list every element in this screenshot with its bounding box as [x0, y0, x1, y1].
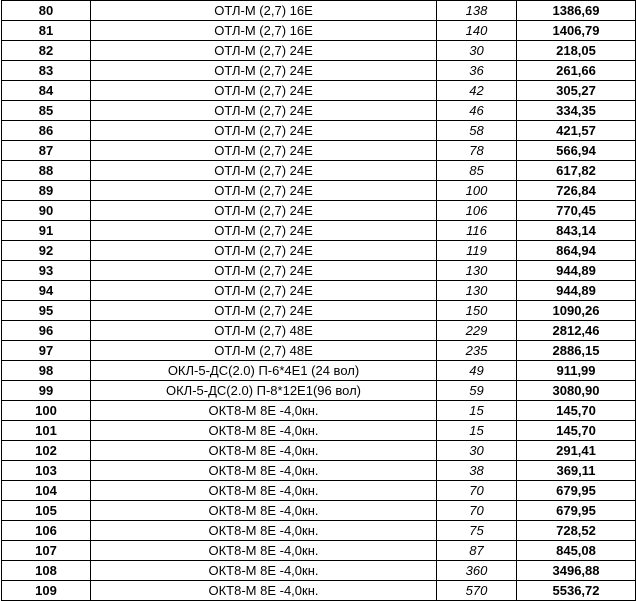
quantity-cell[interactable]: 235	[437, 341, 517, 361]
quantity-cell[interactable]: 106	[437, 201, 517, 221]
quantity-cell[interactable]: 59	[437, 381, 517, 401]
amount-cell[interactable]: 3080,90	[517, 381, 636, 401]
amount-cell[interactable]: 145,70	[517, 421, 636, 441]
row-number-cell[interactable]: 93	[2, 261, 91, 281]
amount-cell[interactable]: 291,41	[517, 441, 636, 461]
row-number-cell[interactable]: 109	[2, 581, 91, 601]
table-row	[2, 61, 636, 81]
row-number-cell[interactable]: 106	[2, 521, 91, 541]
amount-cell[interactable]: 728,52	[517, 521, 636, 541]
item-name-cell[interactable]: ОКТ8-М 8Е -4,0кн.	[91, 461, 437, 481]
amount-cell[interactable]: 2812,46	[517, 321, 636, 341]
quantity-cell[interactable]: 42	[437, 81, 517, 101]
amount-cell[interactable]: 3496,88	[517, 561, 636, 581]
amount-cell[interactable]: 1386,69	[517, 1, 636, 21]
item-name-cell[interactable]: ОТЛ-М (2,7) 24Е	[91, 181, 437, 201]
item-name-cell[interactable]: ОКЛ-5-ДС(2.0) П-6*4Е1 (24 вол)	[91, 361, 437, 381]
amount-cell[interactable]: 369,11	[517, 461, 636, 481]
amount-cell[interactable]: 679,95	[517, 481, 636, 501]
quantity-cell[interactable]: 15	[437, 401, 517, 421]
table-row	[2, 81, 636, 101]
item-name-cell[interactable]: ОТЛ-М (2,7) 24Е	[91, 221, 437, 241]
quantity-cell[interactable]: 85	[437, 161, 517, 181]
table-row	[2, 421, 636, 441]
item-name-cell[interactable]: ОКТ8-М 8Е -4,0кн.	[91, 561, 437, 581]
table-row	[2, 281, 636, 301]
quantity-cell[interactable]: 138	[437, 1, 517, 21]
amount-cell[interactable]: 2886,15	[517, 341, 636, 361]
table-row	[2, 21, 636, 41]
table-row	[2, 581, 636, 601]
amount-cell[interactable]: 1406,79	[517, 21, 636, 41]
quantity-cell[interactable]: 49	[437, 361, 517, 381]
quantity-cell[interactable]: 116	[437, 221, 517, 241]
table-row	[2, 161, 636, 181]
amount-cell[interactable]: 944,89	[517, 281, 636, 301]
row-number-cell[interactable]: 83	[2, 61, 91, 81]
row-number-cell[interactable]: 95	[2, 301, 91, 321]
row-number-cell[interactable]: 85	[2, 101, 91, 121]
quantity-cell[interactable]: 87	[437, 541, 517, 561]
row-number-cell[interactable]: 80	[2, 1, 91, 21]
row-number-cell[interactable]: 101	[2, 421, 91, 441]
item-name-cell[interactable]: ОКТ8-М 8Е -4,0кн.	[91, 521, 437, 541]
amount-cell[interactable]: 679,95	[517, 501, 636, 521]
row-number-cell[interactable]: 89	[2, 181, 91, 201]
table-row	[2, 221, 636, 241]
table-row	[2, 121, 636, 141]
item-name-cell[interactable]: ОТЛ-М (2,7) 24Е	[91, 61, 437, 81]
item-name-cell[interactable]: ОКТ8-М 8Е -4,0кн.	[91, 481, 437, 501]
amount-cell[interactable]: 334,35	[517, 101, 636, 121]
quantity-cell[interactable]: 70	[437, 481, 517, 501]
row-number-cell[interactable]: 92	[2, 241, 91, 261]
quantity-cell[interactable]: 70	[437, 501, 517, 521]
item-name-cell[interactable]: ОКТ8-М 8Е -4,0кн.	[91, 581, 437, 601]
item-name-cell[interactable]: ОТЛ-М (2,7) 24Е	[91, 301, 437, 321]
item-name-cell[interactable]: ОТЛ-М (2,7) 24Е	[91, 261, 437, 281]
table-row	[2, 101, 636, 121]
amount-cell[interactable]: 1090,26	[517, 301, 636, 321]
row-number-cell[interactable]: 99	[2, 381, 91, 401]
table-row	[2, 481, 636, 501]
item-name-cell[interactable]: ОТЛ-М (2,7) 24Е	[91, 281, 437, 301]
table-row	[2, 201, 636, 221]
quantity-cell[interactable]: 150	[437, 301, 517, 321]
row-number-cell[interactable]: 88	[2, 161, 91, 181]
spreadsheet-table	[1, 0, 636, 601]
row-number-cell[interactable]: 82	[2, 41, 91, 61]
row-number-cell[interactable]: 100	[2, 401, 91, 421]
row-number-cell[interactable]: 103	[2, 461, 91, 481]
amount-cell[interactable]: 566,94	[517, 141, 636, 161]
item-name-cell[interactable]: ОКТ8-М 8Е -4,0кн.	[91, 441, 437, 461]
amount-cell[interactable]: 864,94	[517, 241, 636, 261]
quantity-cell[interactable]: 130	[437, 261, 517, 281]
row-number-cell[interactable]: 97	[2, 341, 91, 361]
quantity-cell[interactable]: 360	[437, 561, 517, 581]
table-row	[2, 1, 636, 21]
table-row	[2, 321, 636, 341]
amount-cell[interactable]: 617,82	[517, 161, 636, 181]
quantity-cell[interactable]: 36	[437, 61, 517, 81]
table-row	[2, 461, 636, 481]
row-number-cell[interactable]: 90	[2, 201, 91, 221]
amount-cell[interactable]: 944,89	[517, 261, 636, 281]
amount-cell[interactable]: 911,99	[517, 361, 636, 381]
quantity-cell[interactable]: 15	[437, 421, 517, 441]
row-number-cell[interactable]: 94	[2, 281, 91, 301]
item-name-cell[interactable]: ОТЛ-М (2,7) 24Е	[91, 41, 437, 61]
quantity-cell[interactable]: 78	[437, 141, 517, 161]
amount-cell[interactable]: 5536,72	[517, 581, 636, 601]
item-name-cell[interactable]: ОТЛ-М (2,7) 48Е	[91, 341, 437, 361]
item-name-cell[interactable]: ОКТ8-М 8Е -4,0кн.	[91, 401, 437, 421]
row-number-cell[interactable]: 96	[2, 321, 91, 341]
table-row	[2, 361, 636, 381]
row-number-cell[interactable]: 102	[2, 441, 91, 461]
table-row	[2, 441, 636, 461]
row-number-cell[interactable]: 84	[2, 81, 91, 101]
row-number-cell[interactable]: 105	[2, 501, 91, 521]
item-name-cell[interactable]: ОКТ8-М 8Е -4,0кн.	[91, 421, 437, 441]
amount-cell[interactable]: 261,66	[517, 61, 636, 81]
item-name-cell[interactable]: ОТЛ-М (2,7) 24Е	[91, 101, 437, 121]
row-number-cell[interactable]: 87	[2, 141, 91, 161]
item-name-cell[interactable]: ОКТ8-М 8Е -4,0кн.	[91, 541, 437, 561]
item-name-cell[interactable]: ОТЛ-М (2,7) 24Е	[91, 121, 437, 141]
row-number-cell[interactable]: 104	[2, 481, 91, 501]
table-row	[2, 541, 636, 561]
item-name-cell[interactable]: ОТЛ-М (2,7) 16Е	[91, 1, 437, 21]
item-name-cell[interactable]: ОТЛ-М (2,7) 16Е	[91, 21, 437, 41]
quantity-cell[interactable]: 58	[437, 121, 517, 141]
quantity-cell[interactable]: 30	[437, 41, 517, 61]
amount-cell[interactable]: 843,14	[517, 221, 636, 241]
row-number-cell[interactable]: 107	[2, 541, 91, 561]
table-row	[2, 341, 636, 361]
table-row	[2, 41, 636, 61]
row-number-cell[interactable]: 98	[2, 361, 91, 381]
amount-cell[interactable]: 726,84	[517, 181, 636, 201]
table-row	[2, 261, 636, 281]
table-row	[2, 521, 636, 541]
quantity-cell[interactable]: 570	[437, 581, 517, 601]
amount-cell[interactable]: 145,70	[517, 401, 636, 421]
row-number-cell[interactable]: 86	[2, 121, 91, 141]
item-name-cell[interactable]: ОТЛ-М (2,7) 24Е	[91, 141, 437, 161]
item-name-cell[interactable]: ОТЛ-М (2,7) 24Е	[91, 241, 437, 261]
quantity-cell[interactable]: 38	[437, 461, 517, 481]
item-name-cell[interactable]: ОТЛ-М (2,7) 24Е	[91, 81, 437, 101]
quantity-cell[interactable]: 119	[437, 241, 517, 261]
quantity-cell[interactable]: 30	[437, 441, 517, 461]
item-name-cell[interactable]: ОТЛ-М (2,7) 24Е	[91, 201, 437, 221]
table-row	[2, 241, 636, 261]
quantity-cell[interactable]: 75	[437, 521, 517, 541]
table-row	[2, 501, 636, 521]
row-number-cell[interactable]: 108	[2, 561, 91, 581]
table-row	[2, 301, 636, 321]
quantity-cell[interactable]: 46	[437, 101, 517, 121]
item-name-cell[interactable]: ОТЛ-М (2,7) 24Е	[91, 161, 437, 181]
amount-cell[interactable]: 218,05	[517, 41, 636, 61]
quantity-cell[interactable]: 130	[437, 281, 517, 301]
amount-cell[interactable]: 421,57	[517, 121, 636, 141]
amount-cell[interactable]: 770,45	[517, 201, 636, 221]
item-name-cell[interactable]: ОТЛ-М (2,7) 48Е	[91, 321, 437, 341]
row-number-cell[interactable]: 81	[2, 21, 91, 41]
table-row	[2, 381, 636, 401]
quantity-cell[interactable]: 229	[437, 321, 517, 341]
table-row	[2, 561, 636, 581]
table-row	[2, 141, 636, 161]
table-row	[2, 181, 636, 201]
amount-cell[interactable]: 305,27	[517, 81, 636, 101]
table-body	[2, 1, 636, 601]
quantity-cell[interactable]: 100	[437, 181, 517, 201]
amount-cell[interactable]: 845,08	[517, 541, 636, 561]
row-number-cell[interactable]: 91	[2, 221, 91, 241]
item-name-cell[interactable]: ОКТ8-М 8Е -4,0кн.	[91, 501, 437, 521]
item-name-cell[interactable]: ОКЛ-5-ДС(2.0) П-8*12Е1(96 вол)	[91, 381, 437, 401]
quantity-cell[interactable]: 140	[437, 21, 517, 41]
table-row	[2, 401, 636, 421]
